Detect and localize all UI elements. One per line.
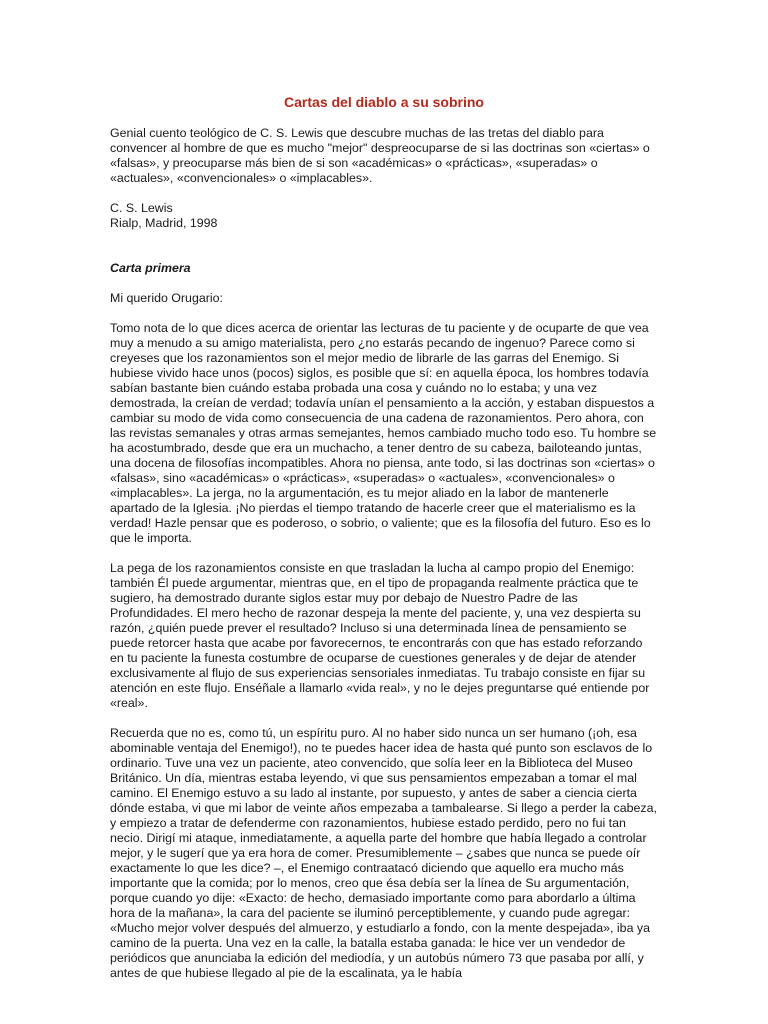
- intro-paragraph: Genial cuento teológico de C. S. Lewis que descubre muchas de las tretas del diablo para convencer al hombre de que es mucho "mejor" despreocuparse de si las doctrinas son «ciertas» o «falsas», y preocuparse más bien de si son «académicas» o «prácticas», «superadas» o «actuales», «convencionales» o «implacables».: [110, 126, 650, 185]
- body-paragraph-2: La pega de los razonamientos consiste en que trasladan la lucha al campo propio del Enemigo: también Él puede argumentar, mientras que, en el tipo de propaganda realmente práctica que te sugiero, ha demostrado durante siglos estar muy por debajo de Nuestro Padre de las Profundidades. El mero hecho de razonar despeja la mente del paciente, y, una vez despierta su razón, ¿quién puede prever el resultado? Incluso si una determinada línea de pensamiento se puede retorcer hasta que acabe por favorecernos, te encontrarás con que has estado reforzando en tu paciente la funesta costumbre de ocuparse de cuestiones generales y de dejar de atender exclusivamente al flujo de sus experiencias sensoriales inmediatas. Tu trabajo consiste en fijar su atención en este flujo. Enséñale a llamarlo «vida real», y no le dejes preguntarse qué entiende por «real».: [110, 561, 650, 710]
- section-title: Carta primera: [110, 261, 191, 275]
- author-block: [110, 201, 658, 231]
- body-paragraph-3: Recuerda que no es, como tú, un espíritu puro. Al no haber sido nunca un ser humano (¡oh, esa abominable ventaja del Enemigo!), no te puedes hacer idea de hasta qué punto son esclavos de lo ordinario. Tuve una vez un paciente, ateo convencido, que solía leer en la Biblioteca del Museo Británico. Un día, mientras estaba leyendo, vi que sus pensamientos empezaban a tomar el mal camino. El Enemigo estuvo a su lado al instante, por supuesto, y antes de saber a ciencia cierta dónde estaba, vi que mi labor de veinte años empezaba a tambalearse. Si llego a perder la cabeza, y empiezo a tratar de defenderme con razonamientos, hubiese estado perdido, pero no fui tan necio. Dirigí mi ataque, inmediatamente, a aquella parte del hombre que había llegado a controlar mejor, y le sugerí que ya era hora de comer. Presumiblemente – ¿sabes que nunca se puede oír exactamente lo que les dice? –, el Enemigo contraatacó diciendo que aquello era mucho más importante que la comida; por lo menos, creo que ésa debía ser la línea de Su argumentación, porque cuando yo dije: «Exacto: de hecho, demasiado importante como para abordarlo a última hora de la mañana», la cara del paciente se iluminó perceptiblemente, y cuando pude agregar: «Mucho mejor volver después del almuerzo, y estudiarlo a fondo, con la mente despejada», iba ya camino de la puerta. Una vez en la calle, la batalla estaba ganada: le hice ver un vendedor de periódicos que anunciaba la edición del mediodía, y un autobús número 73 que pasaba por allí, y antes de que hubiese llegado al pie de la escalinata, ya le había: [110, 726, 657, 980]
- body-paragraph-1: Tomo nota de lo que dices acerca de orientar las lecturas de tu paciente y de ocuparte de que vea muy a menudo a su amigo materialista, pero ¿no estarás pecando de ingenuo? Parece como si creyeses que los razonamientos son el mejor medio de librarle de las garras del Enemigo. Si hubiese vivido hace unos (pocos) siglos, es posible que sí: en aquella época, los hombres todavía sabían bastante bien cuándo estaba probada una cosa y cuándo no lo estaba; y una vez demostrada, la creían de verdad; todavía unían el pensamiento a la acción, y estaban dispuestos a cambiar su modo de vida como consecuencia de una cadena de razonamientos. Pero ahora, con las revistas semanales y otras armas semejantes, hemos cambiado mucho todo eso. Tu hombre se ha acostumbrado, desde que era un muchacho, a tener dentro de su cabeza, bailoteando juntas, una docena de filosofías incompatibles. Ahora no piensa, ante todo, si las doctrinas son «ciertas» o «falsas», sino «académicas» o «prácticas», «superadas» o «actuales», «convencionales» o «implacables». La jerga, no la argumentación, es tu mejor aliado en la labor de mantenerle apartado de la Iglesia. ¡No pierdas el tiempo tratando de hacerle creer que el materialismo es la verdad! Hazle pensar que es poderoso, o sobrio, o valiente; que es la filosofía del futuro. Eso es lo que le importa.: [110, 321, 657, 545]
- document-title: Cartas del diablo a su sobrino: [284, 94, 484, 110]
- author-name: C. S. Lewis: [110, 201, 173, 215]
- salutation: Mi querido Orugario:: [110, 291, 223, 305]
- document-page: [110, 94, 658, 996]
- publisher-info: Rialp, Madrid, 1998: [110, 216, 218, 230]
